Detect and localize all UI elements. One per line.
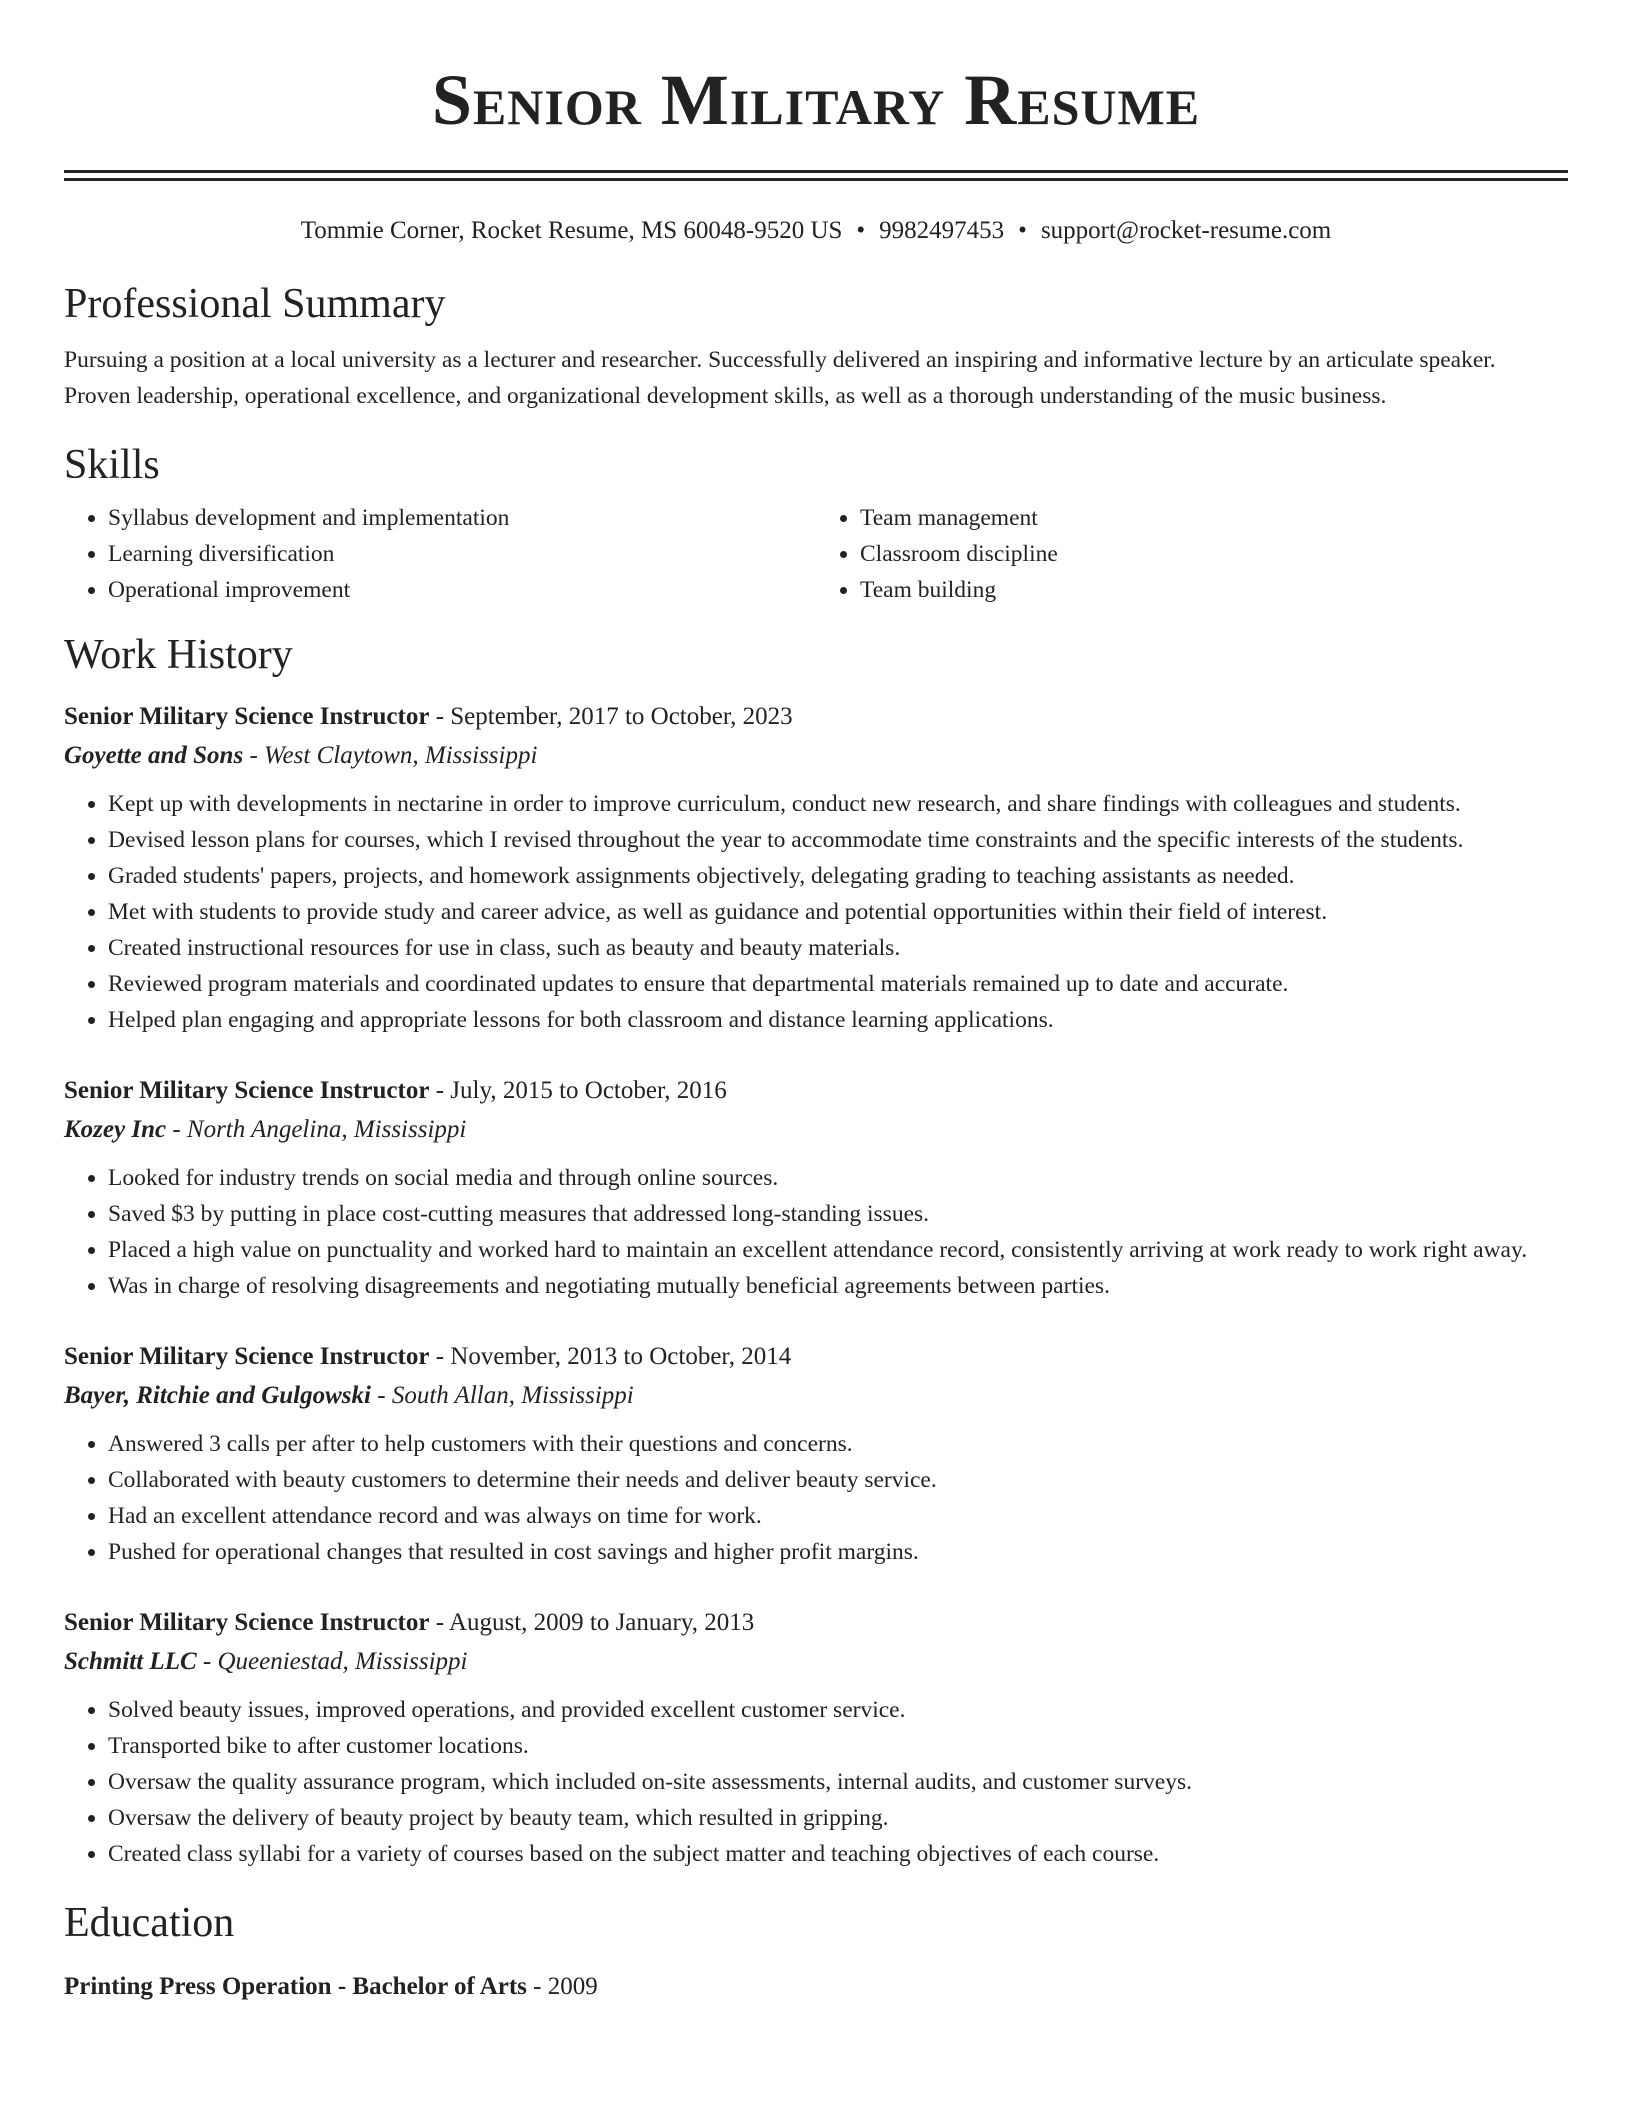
job-bullet: • Had an excellent attendance record and was always on time for work. <box>108 1498 1568 1534</box>
education-degree: Printing Press Operation - Bachelor of Arts <box>64 1973 527 2000</box>
job-company-line <box>64 1110 1568 1150</box>
dash: - <box>526 1973 548 2000</box>
contact-email: support@rocket-resume.com <box>1040 217 1332 244</box>
job-bullet: • Solved beauty issues, improved operations, and provided excellent customer service. <box>108 1692 1568 1728</box>
job-title-line <box>64 698 1568 736</box>
job-entry <box>64 1338 1568 1570</box>
job-bullet: • Pushed for operational changes that resulted in cost savings and higher profit margins. <box>108 1534 1568 1570</box>
contact-line <box>64 215 1568 247</box>
job-title: Senior Military Science Instructor <box>64 1609 430 1636</box>
job-entry <box>64 1604 1568 1872</box>
job-bullet: • Transported bike to after customer locations. <box>108 1728 1568 1764</box>
job-bullet: • Met with students to provide study and career advice, as well as guidance and potential opportunities within their field of interest. <box>108 894 1568 930</box>
job-bullet: • Reviewed program materials and coordinated updates to ensure that departmental materials remained up to date and accurate. <box>108 966 1568 1002</box>
job-bullet: • Answered 3 calls per after to help customers with their questions and concerns. <box>108 1426 1568 1462</box>
dash: - <box>429 1077 451 1104</box>
skills-column-left <box>64 500 816 608</box>
summary-heading: Professional Summary <box>64 281 446 327</box>
education-heading: Education <box>64 1900 235 1946</box>
job-bullet: • Oversaw the quality assurance program, which included on-site assessments, internal audits, and customer surveys. <box>108 1764 1568 1800</box>
skill-item: • Classroom discipline <box>860 536 1568 572</box>
job-bullet: • Kept up with developments in nectarine in order to improve curriculum, conduct new research, and share findings with colleagues and students. <box>108 786 1568 822</box>
skills-list <box>64 500 1568 608</box>
dash: - <box>243 742 265 769</box>
job-title: Senior Military Science Instructor <box>64 703 430 730</box>
job-bullet: • Graded students' papers, projects, and homework assignments objectively, delegating grading to teaching assistants as needed. <box>108 858 1568 894</box>
skill-item: • Team management <box>860 500 1568 536</box>
job-bullets <box>64 1426 1568 1570</box>
job-dates: August, 2009 to January, 2013 <box>448 1609 755 1636</box>
skill-item: • Operational improvement <box>108 572 816 608</box>
job-company: Goyette and Sons <box>64 742 244 769</box>
dash: - <box>429 1609 449 1636</box>
job-bullet: • Devised lesson plans for courses, which I revised throughout the year to accommodate time constraints and the specific interests of the students. <box>108 822 1568 858</box>
job-company-line <box>64 1376 1568 1416</box>
dash: - <box>429 1343 451 1370</box>
job-location: South Allan, Mississippi <box>391 1382 634 1409</box>
job-bullets <box>64 1160 1568 1304</box>
skills-heading: Skills <box>64 442 160 488</box>
skills-column-right <box>816 500 1568 608</box>
job-bullets <box>64 1692 1568 1872</box>
job-bullet: • Created class syllabi for a variety of courses based on the subject matter and teaching objectives of each course. <box>108 1836 1568 1872</box>
job-title-line <box>64 1338 1568 1376</box>
dash: - <box>166 1116 187 1143</box>
job-bullet: • Saved $3 by putting in place cost-cutting measures that addressed long-standing issues. <box>108 1196 1568 1232</box>
job-company: Bayer, Ritchie and Gulgowski <box>64 1382 371 1409</box>
dash: - <box>429 703 451 730</box>
job-dates: September, 2017 to October, 2023 <box>450 703 793 730</box>
skill-item: • Syllabus development and implementation <box>108 500 816 536</box>
contact-separator: • <box>1018 217 1027 244</box>
job-bullet: • Oversaw the delivery of beauty project by beauty team, which resulted in gripping. <box>108 1800 1568 1836</box>
title-divider <box>64 170 1568 181</box>
job-title: Senior Military Science Instructor <box>64 1077 430 1104</box>
contact-phone: 9982497453 <box>879 217 1005 244</box>
job-bullet: • Collaborated with beauty customers to determine their needs and deliver beauty service. <box>108 1462 1568 1498</box>
job-bullet: • Was in charge of resolving disagreements and negotiating mutually beneficial agreements between parties. <box>108 1268 1568 1304</box>
education-year: 2009 <box>547 1973 598 2000</box>
job-bullet: • Helped plan engaging and appropriate lessons for both classroom and distance learning applications. <box>108 1002 1568 1038</box>
dash: - <box>196 1648 218 1675</box>
job-company-line <box>64 736 1568 776</box>
summary-text: Pursuing a position at a local university as a lecturer and researcher. Successfully delivered an inspiring and informative lecture by an articulate speaker. Proven leadership, operational excellence, and organizational development skills, as well as a thorough understanding of the music business. <box>64 347 1496 409</box>
job-entry <box>64 1072 1568 1304</box>
job-bullet: • Created instructional resources for use in class, such as beauty and beauty materials. <box>108 930 1568 966</box>
job-title-line <box>64 1604 1568 1642</box>
job-company: Schmitt LLC <box>64 1648 197 1675</box>
dash: - <box>370 1382 392 1409</box>
resume-title: Senior Military Resume <box>431 60 1201 140</box>
work-history-heading: Work History <box>64 632 293 678</box>
job-entry <box>64 698 1568 1038</box>
job-dates: November, 2013 to October, 2014 <box>450 1343 792 1370</box>
skill-item: • Learning diversification <box>108 536 816 572</box>
job-company-line <box>64 1642 1568 1682</box>
job-bullets <box>64 786 1568 1038</box>
contact-address: Tommie Corner, Rocket Resume, MS 60048-9520 US <box>300 217 843 244</box>
education-entry <box>64 1968 1568 2006</box>
job-location: West Claytown, Mississippi <box>264 742 538 769</box>
job-bullet: • Looked for industry trends on social media and through online sources. <box>108 1160 1568 1196</box>
job-bullet: • Placed a high value on punctuality and worked hard to maintain an excellent attendance record, consistently arriving at work ready to work right away. <box>108 1232 1568 1268</box>
job-company: Kozey Inc <box>64 1116 167 1143</box>
job-title-line <box>64 1072 1568 1110</box>
job-title: Senior Military Science Instructor <box>64 1343 430 1370</box>
job-dates: July, 2015 to October, 2016 <box>450 1077 727 1104</box>
job-location: Queeniestad, Mississippi <box>217 1648 468 1675</box>
contact-separator: • <box>856 217 866 244</box>
job-location: North Angelina, Mississippi <box>186 1116 467 1143</box>
skill-item: • Team building <box>860 572 1568 608</box>
